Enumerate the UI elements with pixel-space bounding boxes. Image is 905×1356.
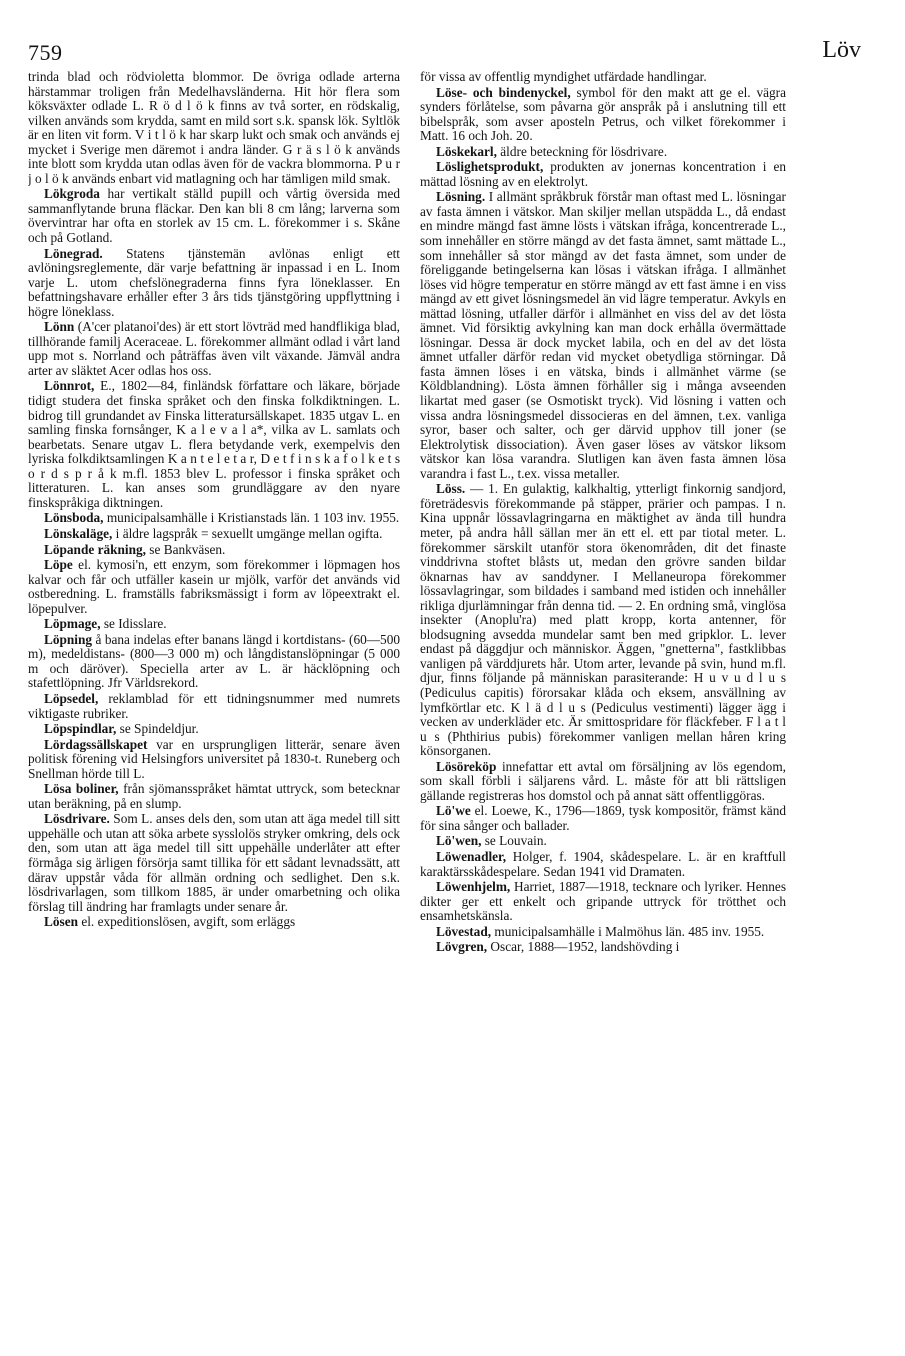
left-column bbox=[28, 70, 400, 1350]
entry-text: — 1. En gulaktig, kalkhaltig, ytterligt finkornig sandjord, företrädesvis förekommande på stäpper, prärier och pampas. I n. Kina uppnår lössavlagringarna en mäktighet av ända till hundra meter, på andra håll sällan mer än ett el. ett par tiotal meter. L. förekommer särskilt utanför stora ökenområden, dit det finaste vinddrivna stoftet blåsts ut, medan den grövre sanden bildar öknarnas hav av sanddyner. I Mellaneuropa förekommer lössavlagringar, som bildades i samband med istiden och innehåller rikliga djurlämningar från denna tid. — 2. En ordning små, vinglösa insekter (Anoplu'ra) med platt kropp, korta antenner, för blodsugning avsedda mundelar samt ben med gripklor. L. lever endast på däggdjur och människor. Äggen, "gnetterna", fastklibbas vanligen på värddjurets hår. Utom arter, levande på svin, hund m.fl. djur, finns följande på människan parasiterande: H u v u d l u s (Pediculus capitis) förorsakar klåda och eksem, ansvällning av lymfkörtlar etc. K l ä d l u s (Pediculus vestimenti) lägger ägg i vecken av underkläder etc. Är smittospridare för fläckfeber. F l a t l u s (Phthirius pubis) förekommer vanligen mellan håren kring könsorganen. bbox=[420, 481, 786, 759]
entry-headword: Löpsedel, bbox=[44, 690, 99, 706]
entry-text: I allmänt språkbruk förstår man oftast med L. lösningar av fasta ämnen i vätskor. Man skiljer mellan utspädda L., då endast en mindre mängd fast ämne lösts i vätskan ifråga, koncentrerade L., som innehåller en större mängd av det fasta ämnet, samt mättade L., som innehåller så stor mängd av det fasta ämnet, som under de föreliggande betingelserna kan lösas i vätskan ifråga. I allmänhet löses vid högre temperatur en större mängd av ett fast ämne i en viss mängd av ett givet lösningsmedel än vid lägre temperatur. Avkyls en mättad lösning, utfaller därför i allmänhet en viss del av det lösta ämnet. Vid försiktig avkylning kan man dock erhålla övermättade lösningar. Dessa är dock mycket labila, och en del av det lösta ämnet utfaller därför redan vid mycket obetydliga störningar. Då fasta ämnen löses i en vätska, binds i allmänhet värme (se Köldblandning). Lösta ämnen förhåller sig i många avseenden likartat med gaser (se Osmotiskt tryck). Vid lösning i vatten och vissa andra lösningsmedel dissocieras en del ämnen, t.ex. vanliga syror, baser och salter, och ger därvid upphov till joner (se Elektrolytisk dissociation). Även gaser löses av vätskor liksom vätskor kan lösa varandra. Slutligen kan även fasta ämnen lösa varandra i fast L., t.ex. vissa metaller. bbox=[420, 189, 786, 481]
entry-text: Holger, f. 1904, skådespelare. L. är en kraftfull karaktärsskådespelare. Sedan 1941 vid Dramaten. bbox=[420, 848, 786, 879]
entry-headword: Lönnrot, bbox=[44, 378, 95, 394]
entry-text: el. Loewe, K., 1796—1869, tysk kompositör, främst känd för sina sånger och ballader. bbox=[420, 803, 786, 833]
entry-headword: Löpning bbox=[44, 631, 93, 647]
entry-headword: Lönegrad. bbox=[44, 245, 103, 261]
dictionary-entry bbox=[420, 160, 786, 189]
entry-headword: Löpande räkning, bbox=[44, 541, 146, 557]
entry-headword: Löslighetsprodukt, bbox=[436, 159, 544, 175]
entry-text: E., 1802—84, finländsk författare och läkare, började tidigt studera det finska språket och den finska folkdiktningen. L. bidrog till grundandet av Finska litteratursällskapet. 1835 utgav L. en samling finska fornsånger, K a l e v a l a*, vilka av L. samlats och bearbetats. Senare utgav L. flera betydande verk, exempelvis den lyriska folkdiktsamlingen K a n t e l e t a r, D e t f i n s k a f o l k e t s o r d s p r å k m.fl. 1853 blev L. professor i finska språket och litteraturen. L. kan anses som grundläggare av den nyare finskspråkiga diktningen. bbox=[28, 378, 400, 510]
entry-text: i äldre lagspråk = sexuellt umgänge mellan ogifta. bbox=[112, 525, 383, 541]
dictionary-entry bbox=[420, 804, 786, 833]
entry-headword: Lösdrivare. bbox=[44, 811, 110, 827]
entry-headword: Löwenadler, bbox=[436, 848, 507, 864]
dictionary-entry bbox=[420, 70, 786, 85]
page-number: 759 bbox=[28, 40, 63, 65]
dictionary-entry bbox=[28, 812, 400, 914]
dictionary-entry bbox=[420, 482, 786, 758]
dictionary-entry bbox=[28, 527, 400, 542]
entry-text: Statens tjänstemän avlönas enligt ett avlöningsreglemente, där varje befattning är inpassad i en L. Inom varje L. utom chefslönegraderna finns fyra löneklasser. En befattningshavare erhåller efter 3 års tids tjänstgöring uppflyttning i högre löneklass. bbox=[28, 245, 400, 319]
dictionary-entry bbox=[28, 511, 400, 526]
dictionary-entry bbox=[28, 738, 400, 782]
entry-headword: Lösning. bbox=[436, 189, 486, 205]
entry-headword: Lö'wen, bbox=[436, 833, 482, 849]
entry-text: reklamblad för ett tidningsnummer med numrets viktigaste rubriker. bbox=[28, 690, 400, 721]
entry-headword: Löpspindlar, bbox=[44, 721, 117, 737]
entry-text: se Bankväsen. bbox=[145, 541, 226, 557]
dictionary-entry bbox=[420, 925, 786, 940]
entry-headword: Lösöreköp bbox=[436, 758, 497, 774]
entry-text: se Louvain. bbox=[481, 833, 547, 849]
dictionary-entry bbox=[28, 320, 400, 378]
right-column bbox=[420, 70, 786, 1350]
entry-headword: Lönskaläge, bbox=[44, 525, 113, 541]
entry-text: för vissa av offentlig myndighet utfärdade handlingar. bbox=[420, 70, 707, 84]
entry-text: trinda blad och rödvioletta blommor. De övriga odlade arterna härstammar troligen från Medelhavsländerna. Hit hör flera som köksväxter odlade L. R ö d l ö k finns av två sorter, en rödskalig, vilken används som krydda, samt en mild sort s.k. spansk lök. Syltlök är en liten vit form. V i t l ö k har skarp lukt och smak och används ej mycket i Sverige men däremot i andra länder. G r ä s l ö k används inte blott som krydda utan odlas även för de vackra blommorna. P u r j o l ö k används enbart vid matlagning och har tämligen mild smak. bbox=[28, 70, 400, 186]
entry-text: produkten av jonernas koncentration i en mättad lösning av en elektrolyt. bbox=[420, 159, 786, 189]
dictionary-entry bbox=[420, 190, 786, 481]
entry-headword: Lösa boliner, bbox=[44, 781, 119, 797]
entry-text: Harriet, 1887—1918, tecknare och lyriker. Hennes dikter ger ett enkelt och gripande uttryck för trötthet och ensamhetskänsla. bbox=[420, 879, 786, 924]
entry-headword: Löskekarl, bbox=[436, 143, 497, 159]
dictionary-entry bbox=[28, 692, 400, 721]
entry-text: el. expeditionslösen, avgift, som erläggs bbox=[78, 914, 296, 930]
entry-headword: Löpe bbox=[44, 557, 73, 573]
entry-headword: Löse- och bindenyckel, bbox=[436, 84, 571, 100]
dictionary-entry bbox=[420, 850, 786, 879]
entry-text: innefattar ett avtal om försäljning av lös egendom, som skall förbli i säljarens vård. L. måste för att bli rättsligen gällande registreras hos domstol och på annat sätt offentliggöras. bbox=[420, 758, 786, 803]
dictionary-entry bbox=[28, 187, 400, 245]
running-head: Löv bbox=[822, 37, 861, 63]
entry-text: från sjömansspråket hämtat uttryck, som betecknar utan beräkning, på en slump. bbox=[28, 781, 400, 811]
entry-headword: Löpmage, bbox=[44, 616, 101, 632]
entry-headword: Lönsboda, bbox=[44, 510, 104, 526]
entry-headword: Lövgren, bbox=[436, 939, 488, 955]
entry-text: (A'cer platanoi'des) är ett stort lövträd med handflikiga blad, tillhörande familj Aceraceae. L. förekommer allmänt odlad i vårt land upp mot s. Norrland och påträffas även vilt växande. Jämväl andra arter av släktet Acer odlas hos oss. bbox=[28, 319, 400, 378]
entry-text: se Spindeldjur. bbox=[116, 721, 199, 737]
dictionary-entry bbox=[28, 558, 400, 616]
entry-headword: Lördagssällskapet bbox=[44, 736, 148, 752]
dictionary-entry bbox=[420, 834, 786, 849]
entry-text: Oscar, 1888—1952, landshövding i bbox=[487, 939, 680, 955]
dictionary-entry bbox=[28, 617, 400, 632]
entry-headword: Lövestad, bbox=[436, 923, 492, 939]
dictionary-entry bbox=[28, 247, 400, 320]
entry-text: å bana indelas efter banans längd i kortdistans- (60—500 m), medeldistans- (800—3 000 m) och långdistanslöpningar (5 000 m och däröver). Speciella arter av L. är häcklöpning och stafettlöpning. Jfr Världsrekord. bbox=[28, 631, 400, 691]
entry-headword: Lökgroda bbox=[44, 186, 100, 202]
entry-text: municipalsamhälle i Kristianstads län. 1 103 inv. 1955. bbox=[103, 510, 400, 526]
entry-text: el. kymosi'n, ett enzym, som förekommer i löpmagen hos kalvar och får och utfäller kasein ur mjölk, varför det används vid ostberedning. L. framställs fabriksmässigt i form av löpeextrakt el. löpepulver. bbox=[28, 557, 400, 616]
entry-headword: Lönn bbox=[44, 319, 75, 335]
dictionary-entry bbox=[420, 880, 786, 924]
entry-headword: Lö'we bbox=[436, 803, 471, 819]
entry-text: var en ursprungligen litterär, senare även politisk förening vid Helsingfors universitet på 1830-t. Runeberg och Snellman hörde till L. bbox=[28, 736, 400, 781]
dictionary-entry bbox=[28, 782, 400, 811]
entry-text: symbol för den makt att ge el. vägra synders förlåtelse, som påvarna gör anspråk på i anslutning till ett bibelspråk, som avser aposteln Petrus, och vilket förekommer i Matt. 16 och Joh. 20. bbox=[420, 84, 786, 144]
dictionary-entry bbox=[28, 633, 400, 691]
entry-text: Som L. anses dels den, som utan att äga medel till sitt uppehälle och utan att söka arbete sysslolös stryker omkring, dels ock den, som utan att äga medel till sitt uppehälle underlåter att efter förmåga sig ärligen försörja samt tillika för ett sådant levnadssätt, att därav uppstår våda för allmän ordning och sedlighet. Den s.k. lösdrivarlagen, som tillkom 1885, är under omarbetning och olika förslag till ändring har framlagts under senare år. bbox=[28, 811, 400, 914]
entry-text: har vertikalt ställd pupill och vårtig översida med sammanflytande bruna fläckar. Den kan bli 8 cm lång; larverna som övervintrar har ofta en storlek av 15 cm. L. förekommer i s. Skåne och på Gotland. bbox=[28, 186, 400, 246]
entry-headword: Lösen bbox=[44, 914, 78, 930]
dictionary-entry bbox=[28, 70, 400, 186]
dictionary-entry bbox=[28, 915, 400, 930]
dictionary-entry bbox=[420, 760, 786, 804]
entry-headword: Löwenhjelm, bbox=[436, 879, 511, 895]
dictionary-entry bbox=[420, 145, 786, 160]
dictionary-entry bbox=[420, 86, 786, 144]
dictionary-entry bbox=[28, 543, 400, 558]
dictionary-entry bbox=[28, 379, 400, 510]
entry-text: äldre beteckning för lösdrivare. bbox=[496, 143, 668, 159]
dictionary-entry bbox=[28, 722, 400, 737]
entry-headword: Löss. bbox=[436, 481, 466, 497]
dictionary-entry bbox=[420, 940, 786, 955]
entry-text: se Idisslare. bbox=[100, 616, 167, 632]
entry-text: municipalsamhälle i Malmöhus län. 485 inv. 1955. bbox=[491, 923, 765, 939]
